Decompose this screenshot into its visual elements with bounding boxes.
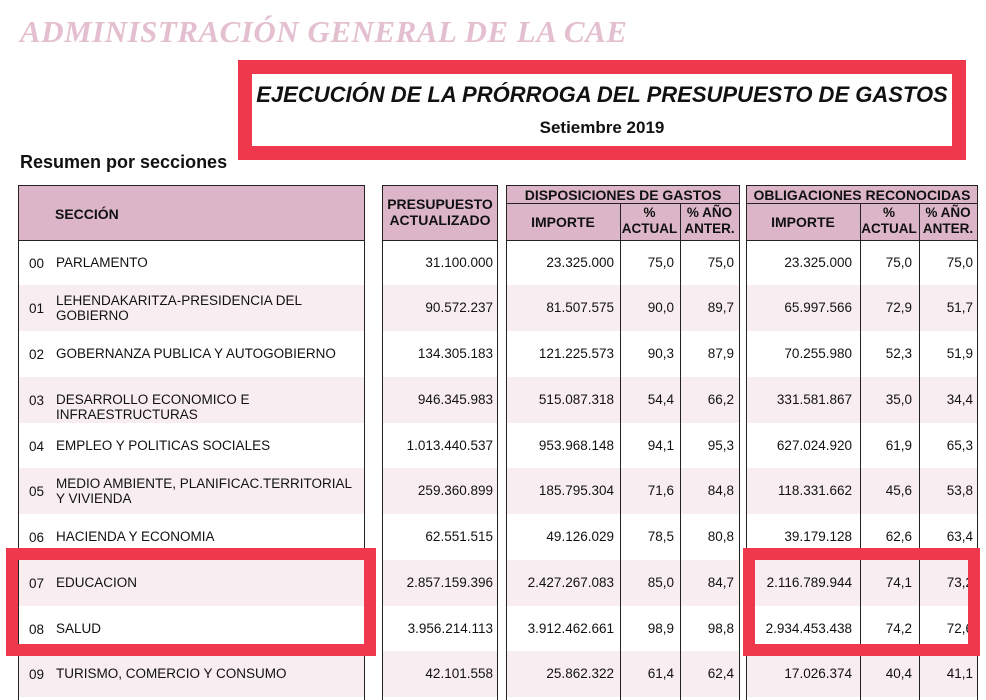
obligaciones-header-label: OBLIGACIONES RECONOCIDAS bbox=[753, 187, 971, 203]
row-obl-pct-anter: 34,4 bbox=[946, 392, 973, 407]
row-disp-importe: 81.507.575 bbox=[546, 300, 614, 315]
row-section-name: EDUCACION bbox=[56, 575, 138, 590]
row-disp-pct-anter: 84,7 bbox=[707, 575, 734, 590]
obligaciones-importe-label: IMPORTE bbox=[771, 214, 835, 230]
row-code: 05 bbox=[29, 484, 45, 499]
disposiciones-importe-label: IMPORTE bbox=[531, 214, 595, 230]
row-section-name: EMPLEO Y POLITICAS SOCIALES bbox=[56, 438, 271, 453]
row-obl-pct-anter: 53,8 bbox=[946, 483, 973, 498]
row-disp-importe: 25.862.322 bbox=[546, 666, 614, 681]
row-disp-pct-anter: 66,2 bbox=[707, 392, 734, 407]
row-obl-importe: 23.325.000 bbox=[784, 255, 852, 270]
disposiciones-column-panel bbox=[506, 185, 740, 700]
column-separator bbox=[860, 203, 861, 700]
row-disp-pct-anter: 95,3 bbox=[707, 438, 734, 453]
row-obl-importe: 118.331.662 bbox=[777, 483, 852, 498]
report-period: Setiembre 2019 bbox=[539, 118, 665, 137]
obligaciones-pct-actual-label: % ACTUAL bbox=[861, 205, 917, 236]
row-disp-importe: 185.795.304 bbox=[538, 483, 614, 498]
row-presupuesto: 90.572.237 bbox=[425, 300, 493, 315]
row-disp-importe: 3.912.462.661 bbox=[527, 621, 614, 636]
report-title: EJECUCIÓN DE LA PRÓRROGA DEL PRESUPUESTO DE GASTOS bbox=[256, 82, 948, 107]
row-presupuesto: 3.956.214.113 bbox=[407, 621, 493, 636]
obligaciones-pct-anter-label: % AÑO ANTER. bbox=[922, 205, 974, 236]
row-disp-pct-actual: 90,0 bbox=[647, 300, 674, 315]
row-obl-importe: 2.934.453.438 bbox=[765, 621, 852, 636]
row-section-name: GOBERNANZA PUBLICA Y AUTOGOBIERNO bbox=[56, 346, 336, 361]
row-code: 07 bbox=[29, 576, 45, 591]
row-disp-pct-anter: 84,8 bbox=[707, 483, 734, 498]
row-obl-pct-actual: 74,2 bbox=[885, 621, 912, 636]
row-obl-pct-anter: 41,1 bbox=[946, 666, 973, 681]
row-presupuesto: 31.100.000 bbox=[425, 255, 493, 270]
section-column-panel bbox=[18, 185, 365, 700]
row-disp-importe: 515.087.318 bbox=[538, 392, 614, 407]
row-obl-pct-anter: 63,4 bbox=[946, 529, 973, 544]
row-band bbox=[747, 651, 977, 697]
row-obl-pct-anter: 73,2 bbox=[946, 575, 973, 590]
row-disp-pct-actual: 94,1 bbox=[647, 438, 674, 453]
row-code: 02 bbox=[29, 347, 45, 362]
budget-column-panel bbox=[382, 185, 498, 700]
row-obl-importe: 627.024.920 bbox=[776, 438, 852, 453]
row-obl-pct-anter: 51,7 bbox=[946, 300, 973, 315]
row-obl-pct-actual: 62,6 bbox=[885, 529, 912, 544]
row-presupuesto: 1.013.440.537 bbox=[406, 438, 493, 453]
row-presupuesto: 62.551.515 bbox=[425, 529, 493, 544]
row-section-name: DESARROLLO ECONOMICO E INFRAESTRUCTURAS bbox=[56, 392, 250, 422]
row-disp-pct-actual: 75,0 bbox=[647, 255, 674, 270]
row-band bbox=[507, 651, 739, 697]
row-disp-importe: 953.968.148 bbox=[538, 438, 614, 453]
column-separator bbox=[919, 203, 920, 700]
row-section-name: MEDIO AMBIENTE, PLANIFICAC.TERRITORIAL Y VIVIENDA bbox=[56, 476, 352, 506]
row-disp-pct-actual: 90,3 bbox=[647, 346, 674, 361]
row-obl-pct-actual: 72,9 bbox=[885, 300, 912, 315]
row-section-name: SALUD bbox=[56, 621, 102, 636]
org-title: ADMINISTRACIÓN GENERAL DE LA CAE bbox=[20, 14, 628, 49]
row-disp-pct-actual: 61,4 bbox=[647, 666, 674, 681]
section-header-label: SECCIÓN bbox=[55, 206, 119, 222]
row-disp-importe: 121.225.573 bbox=[538, 346, 614, 361]
row-obl-pct-actual: 74,1 bbox=[885, 575, 912, 590]
row-code: 03 bbox=[29, 393, 45, 408]
row-obl-pct-actual: 35,0 bbox=[885, 392, 912, 407]
row-obl-pct-actual: 61,9 bbox=[885, 438, 912, 453]
row-code: 08 bbox=[29, 622, 45, 637]
row-disp-importe: 23.325.000 bbox=[546, 255, 614, 270]
report-title-box bbox=[238, 60, 966, 160]
row-disp-pct-actual: 71,6 bbox=[647, 483, 674, 498]
disposiciones-header-divider bbox=[507, 203, 739, 204]
row-obl-pct-actual: 75,0 bbox=[885, 255, 912, 270]
row-section-name: LEHENDAKARITZA-PRESIDENCIA DEL GOBIERNO bbox=[56, 293, 302, 323]
column-separator bbox=[620, 203, 621, 700]
row-disp-pct-actual: 85,0 bbox=[647, 575, 674, 590]
row-obl-importe: 70.255.980 bbox=[784, 346, 852, 361]
row-disp-pct-anter: 75,0 bbox=[707, 255, 734, 270]
row-obl-importe: 39.179.128 bbox=[784, 529, 852, 544]
row-code: 00 bbox=[29, 256, 45, 271]
row-code: 04 bbox=[29, 439, 45, 454]
row-presupuesto: 2.857.159.396 bbox=[406, 575, 493, 590]
row-obl-importe: 2.116.789.944 bbox=[766, 575, 852, 590]
row-obl-pct-anter: 65,3 bbox=[946, 438, 973, 453]
disposiciones-pct-actual-label: % ACTUAL bbox=[621, 205, 678, 236]
row-obl-importe: 331.581.867 bbox=[776, 392, 852, 407]
row-obl-pct-actual: 52,3 bbox=[885, 346, 912, 361]
row-disp-pct-actual: 78,5 bbox=[647, 529, 674, 544]
row-disp-pct-anter: 87,9 bbox=[707, 346, 734, 361]
row-code: 09 bbox=[29, 667, 45, 682]
row-band bbox=[747, 285, 977, 331]
row-presupuesto: 134.305.183 bbox=[417, 346, 493, 361]
obligaciones-header-divider bbox=[747, 203, 977, 204]
row-disp-importe: 2.427.267.083 bbox=[527, 575, 614, 590]
row-code: 06 bbox=[29, 530, 45, 545]
obligaciones-column-panel bbox=[746, 185, 978, 700]
row-section-name: TURISMO, COMERCIO Y CONSUMO bbox=[56, 666, 287, 681]
column-separator bbox=[680, 203, 681, 700]
row-disp-pct-anter: 89,7 bbox=[707, 300, 734, 315]
row-disp-pct-anter: 62,4 bbox=[707, 666, 734, 681]
row-disp-pct-anter: 98,8 bbox=[707, 621, 734, 636]
row-code: 01 bbox=[29, 301, 45, 316]
row-disp-pct-anter: 80,8 bbox=[707, 529, 734, 544]
row-obl-importe: 65.997.566 bbox=[784, 300, 852, 315]
row-disp-pct-actual: 98,9 bbox=[647, 621, 674, 636]
row-obl-pct-anter: 72,6 bbox=[946, 621, 973, 636]
budget-header-label: PRESUPUESTO ACTUALIZADO bbox=[387, 196, 493, 228]
row-obl-pct-actual: 40,4 bbox=[885, 666, 912, 681]
row-section-name: HACIENDA Y ECONOMIA bbox=[56, 529, 215, 544]
row-section-name: PARLAMENTO bbox=[56, 255, 148, 270]
row-presupuesto: 946.345.983 bbox=[417, 392, 493, 407]
row-obl-pct-anter: 75,0 bbox=[946, 255, 973, 270]
disposiciones-pct-anter-label: % AÑO ANTER. bbox=[684, 205, 735, 236]
row-disp-pct-actual: 54,4 bbox=[647, 392, 674, 407]
row-obl-pct-actual: 45,6 bbox=[885, 483, 912, 498]
disposiciones-header-label: DISPOSICIONES DE GASTOS bbox=[524, 187, 722, 203]
row-presupuesto: 42.101.558 bbox=[425, 666, 493, 681]
row-obl-importe: 17.026.374 bbox=[784, 666, 852, 681]
summary-label: Resumen por secciones bbox=[20, 152, 228, 172]
row-band bbox=[507, 285, 739, 331]
row-presupuesto: 259.360.899 bbox=[417, 483, 493, 498]
row-disp-importe: 49.126.029 bbox=[546, 529, 614, 544]
row-obl-pct-anter: 51,9 bbox=[946, 346, 973, 361]
